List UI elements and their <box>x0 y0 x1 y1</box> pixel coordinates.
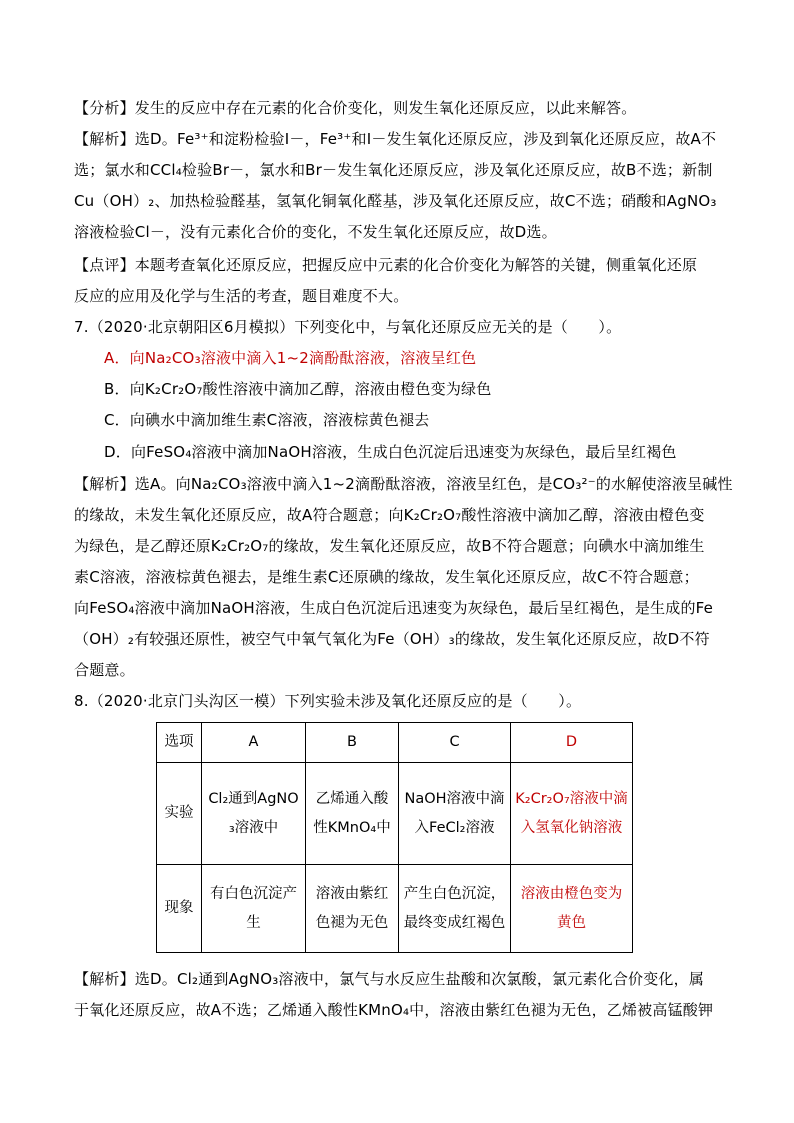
solution-line: 选；氯水和CCl₄检验Br－，氯水和Br－发生氧化还原反应，涉及氧化还原反应，故B不选；新制 <box>74 161 713 179</box>
question-7-solution: 的缘故，未发生氧化还原反应，故A符合题意；向K₂Cr₂O₇酸性溶液中滴加乙醇，溶液由橙色变 <box>74 506 705 524</box>
table-cell: Cl₂通到AgNO₃溶液中 <box>202 763 306 865</box>
question-7-stem: 7.（2020·北京朝阳区6月模拟）下列变化中，与氧化还原反应无关的是（ ）。 <box>74 318 622 336</box>
table-cell: 有白色沉淀产生 <box>202 865 306 953</box>
table-cell: 溶液由橙色变为黄色 <box>511 865 633 953</box>
table-header-cell: 选项 <box>157 723 202 763</box>
experiment-table <box>156 722 633 953</box>
question-8-solution: 【解析】选D。Cl₂通到AgNO₃溶液中，氯气与水反应生盐酸和次氯酸，氯元素化合价变化，属 <box>74 970 705 988</box>
table-row <box>157 723 633 763</box>
solution-line: 溶液检验Cl－，没有元素化合价的变化，不发生氧化还原反应，故D选。 <box>74 223 557 241</box>
table-header-cell: C <box>399 723 511 763</box>
question-7-option-b: B．向K₂Cr₂O₇酸性溶液中滴加乙醇，溶液由橙色变为绿色 <box>104 380 492 398</box>
table-cell: 产生白色沉淀，最终变成红褐色 <box>399 865 511 953</box>
question-7-solution: 【解析】选A。向Na₂CO₃溶液中滴入1~2滴酚酞溶液，溶液呈红色，是CO₃²⁻的水解使溶液呈碱性 <box>74 475 733 493</box>
table-cell: 现象 <box>157 865 202 953</box>
comment-line: 反应的应用及化学与生活的考查，题目难度不大。 <box>74 287 409 305</box>
table-header-cell: D <box>511 723 633 763</box>
table-cell: 实验 <box>157 763 202 865</box>
question-7-solution: 素C溶液，溶液棕黄色褪去，是维生素C还原碘的缘故，发生氧化还原反应，故C不符合题意； <box>74 568 699 586</box>
table-cell: 溶液由紫红色褪为无色 <box>306 865 399 953</box>
comment-line: 【点评】本题考查氧化还原反应，把握反应中元素的化合价变化为解答的关键，侧重氧化还原 <box>74 256 698 274</box>
question-7-solution: 向FeSO₄溶液中滴加NaOH溶液，生成白色沉淀后迅速变为灰绿色，最后呈红褐色，是生成的Fe <box>74 599 714 617</box>
question-7-solution: 为绿色，是乙醇还原K₂Cr₂O₇的缘故，发生氧化还原反应，故B不符合题意；向碘水中滴加维生 <box>74 537 705 555</box>
table-header-cell: A <box>202 723 306 763</box>
question-7-solution: 合题意。 <box>74 661 135 679</box>
question-7-option-c: C．向碘水中滴加维生素C溶液，溶液棕黄色褪去 <box>104 411 430 429</box>
question-8-stem: 8.（2020·北京门头沟区一模）下列实验未涉及氧化还原反应的是（ ）。 <box>74 692 582 710</box>
table-cell: 乙烯通入酸性KMnO₄中 <box>306 763 399 865</box>
question-8-solution: 于氧化还原反应，故A不选；乙烯通入酸性KMnO₄中，溶液由紫红色褪为无色，乙烯被高锰酸钾 <box>74 1001 714 1019</box>
question-7-option-d: D．向FeSO₄溶液中滴加NaOH溶液，生成白色沉淀后迅速变为灰绿色，最后呈红褐色 <box>104 443 677 461</box>
solution-line: Cu（OH）₂、加热检验醛基，氢氧化铜氧化醛基，涉及氧化还原反应，故C不选；硝酸和AgNO₃ <box>74 192 717 210</box>
analysis-line: 【分析】发生的反应中存在元素的化合价变化，则发生氧化还原反应，以此来解答。 <box>74 99 637 117</box>
table-header-cell: B <box>306 723 399 763</box>
question-7-option-a: A．向Na₂CO₃溶液中滴入1~2滴酚酞溶液，溶液呈红色 <box>104 349 477 367</box>
solution-line: 【解析】选D。Fe³⁺和淀粉检验I－，Fe³⁺和I－发生氧化还原反应，涉及到氧化还原反应，故A不 <box>74 130 717 148</box>
question-7-solution: （OH）₂有较强还原性，被空气中氧气氧化为Fe（OH）₃的缘故，发生氧化还原反应，故D不符 <box>74 630 710 648</box>
table-row <box>157 865 633 953</box>
table-row <box>157 763 633 865</box>
table-cell: K₂Cr₂O₇溶液中滴入氢氧化钠溶液 <box>511 763 633 865</box>
table-cell: NaOH溶液中滴入FeCl₂溶液 <box>399 763 511 865</box>
